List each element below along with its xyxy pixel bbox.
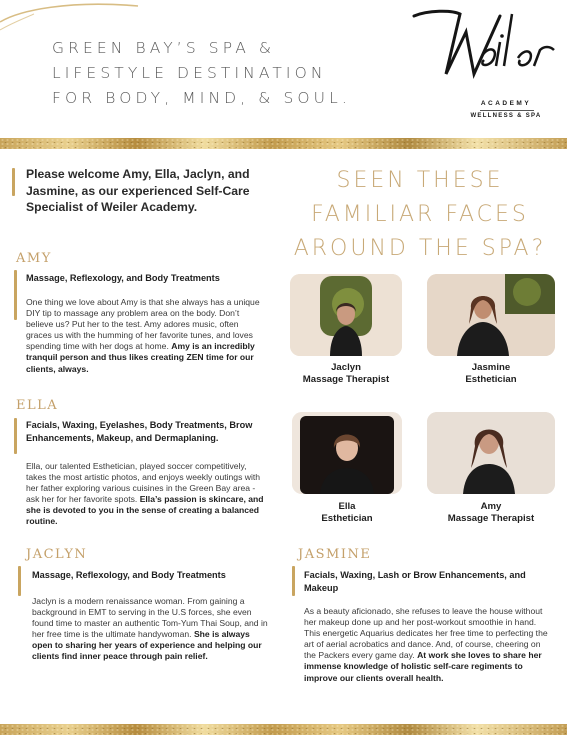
amy-caption-role: Massage Therapist [447,513,535,524]
gold-accent-bar [12,168,15,196]
ella-caption-role: Esthetician [321,513,373,524]
gold-accent-bar [14,418,17,454]
jasmine-bio-bold: At work she loves to share her immense knowledge of holistic self-care regiments to improve our clients overall health. [304,650,542,683]
ella-bio-bold: Ella’s passion is skincare, and she is devoted to you in the sense of creating a balanced routine. [26,494,264,527]
tagline [52,36,412,111]
jaclyn-bio-text: Jaclyn is a modern renaissance woman. From gaining a background in EMT to serving in the U.S forces, she even found time to master an authentic Tom-Yum Thai Soup, and in her free time is the ultimate handywoman. [32,596,268,640]
amy-caption [427,501,555,525]
ella-bio-text: Ella, our talented Esthetician, played soccer competitively, takes the most artistic photos, and enjoys weekly outings with her father exploring various cuisines in the Green Bay area - ask her for her favorite spots. [26,461,261,505]
tagline-line-1: GREEN BAY’S SPA & [52,39,276,57]
jasmine-heading: JASMINE [298,547,372,562]
seen-these-headline [285,164,555,266]
jasmine-photo [427,274,555,356]
ella-caption-name: Ella [338,501,356,512]
jaclyn-photo [290,274,402,356]
ella-services: Facials, Waxing, Eyelashes, Body Treatments, Brow Enhancements, Makeup, and Dermaplaning. [26,420,253,443]
amy-portrait-image [427,412,555,494]
jaclyn-caption-role: Massage Therapist [302,374,390,385]
jasmine-caption [427,362,555,386]
jasmine-caption-role: Esthetician [465,374,517,385]
amy-photo [427,412,555,494]
ella-bio [26,461,264,528]
jaclyn-caption-name: Jaclyn [331,362,361,373]
headline-line-2: FAMILIAR FACES [311,202,529,227]
weiler-logo [408,2,558,126]
gold-accent-bar [18,566,21,596]
logo-divider [480,110,534,111]
tagline-line-2: LIFESTYLE DESTINATION [52,64,327,82]
jaclyn-bio-bold: She is always open to sharing her years of experience and helping our clients find inner peace through pain relief. [32,629,262,662]
jaclyn-portrait-image [290,274,402,356]
ella-photo [292,412,402,494]
weiler-script-logo [408,2,558,98]
logo-academy-text: ACADEMY [480,100,532,107]
ella-heading: ELLA [16,398,59,413]
gold-accent-bar [292,566,295,596]
ella-portrait-image [292,412,402,494]
gold-glitter-band-bottom [0,724,567,735]
intro-text: Please welcome Amy, Ella, Jaclyn, and Jasmine, as our experienced Self-Care Specialist of Weiler Academy. [26,167,250,214]
jasmine-portrait-image [427,274,555,356]
headline-line-1: SEEN THESE [336,168,504,193]
tagline-line-3: FOR BODY, MIND, & SOUL. [52,89,351,107]
ella-caption [292,501,402,525]
jasmine-services: Facials, Waxing, Lash or Brow Enhancements, and Makeup [304,570,526,593]
jasmine-bio [304,606,554,684]
jasmine-caption-name: Jasmine [471,362,511,373]
jaclyn-heading: JACLYN [26,547,88,562]
amy-bio-bold: Amy is an incredibly tranquil person and thus likes creating ZEN time for our clients, always. [26,341,255,374]
amy-bio [26,297,264,375]
jasmine-bio-text: As a beauty aficionado, she refuses to leave the house without her makeup done up and her post-workout smoothie in hand. This energetic Aquarius dedicates her free time to perfecting the art of aerial acrobatics and dance. And, of course, cheering on the Packers every game day. [304,606,548,661]
amy-heading: AMY [16,251,52,266]
amy-services: Massage, Reflexology, and Body Treatments [26,273,220,283]
logo-wellness-spa-text: WELLNESS & SPA [470,113,542,119]
headline-line-3: AROUND THE SPA? [293,236,547,261]
gold-accent-bar [14,270,17,320]
jaclyn-bio [32,596,272,663]
gold-glitter-band-top [0,138,567,149]
jaclyn-services: Massage, Reflexology, and Body Treatments [32,570,226,580]
amy-caption-name: Amy [480,501,502,512]
amy-bio-text: One thing we love about Amy is that she always has a unique DIY tip to massage any problem area on the body. Don’t believe us? Put her to the test. Amy adores music, often graces us with the humming of her favorite tunes, and loves spending time with her dogs at home. [26,297,260,352]
jaclyn-caption [290,362,402,386]
